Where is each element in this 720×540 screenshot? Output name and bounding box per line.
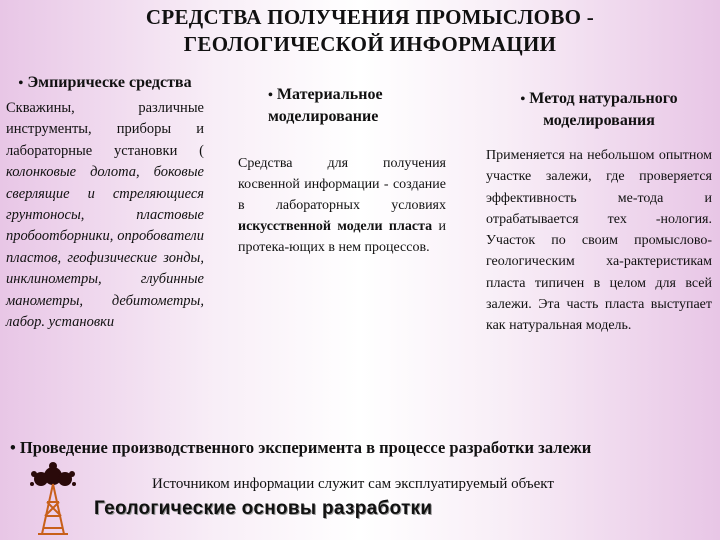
heading-text: Метод натурального моделирования (529, 90, 678, 129)
title-line-1: СРЕДСТВА ПОЛУЧЕНИЯ ПРОМЫСЛОВО - (145, 5, 595, 29)
column-natural (486, 88, 712, 337)
column-heading-empirical (6, 72, 204, 94)
body-bold: искусственной модели пласта (238, 219, 433, 234)
bullet: • (268, 88, 273, 103)
body-text-a: Средства для получения косвенной информации - создание в лабораторных условиях (238, 156, 446, 213)
column-heading-material (238, 84, 446, 127)
column-body-natural: Применяется на небольшом опытном участке залежи, где проверяется эффективность ме-тода и отрабатывается тех -нология. Участок по своим промыслово-геологическим ха-рактеристикам пласта типичен в целом для всей залежи. Эта часть пласта выступает как натуральная модель. (486, 148, 712, 334)
heading-text: Эмпирическе средства (27, 74, 192, 91)
column-heading-natural (486, 88, 712, 131)
body-text-b: и протека-ющих в нем процессов. (238, 219, 447, 255)
production-experiment-statement (10, 437, 716, 459)
bullet: • (18, 76, 24, 91)
information-source-note: Источником информации служит сам эксплуатируемый объект (152, 476, 554, 492)
slide-title (70, 4, 670, 58)
column-body-material (238, 153, 446, 258)
column-material (238, 84, 446, 258)
body-plain: Скважины, различные инструменты, приборы и лабораторные установки ( (6, 100, 204, 159)
bullet: • (520, 92, 526, 107)
column-body-empirical (6, 98, 204, 333)
oil-derrick-icon (28, 462, 78, 536)
statement-text: Проведение производственного эксперимента в процессе разработки залежи (19, 438, 592, 457)
heading-text: Материальное моделирование (268, 86, 383, 125)
footer-title: Геологические основы разработки (94, 498, 433, 519)
column-empirical (6, 72, 204, 333)
body-italic-list: колонковые долота, боковые сверлящие и стреляющиеся грунтоносы, пластовые пробоотборники, опробователи пластов, геофизические зонды, инклинометры, глубинные манометры, дебитометры, лабор. установки (6, 164, 204, 331)
bullet: • (10, 438, 16, 457)
title-line-2: ГЕОЛОГИЧЕСКОЙ ИНФОРМАЦИИ (183, 32, 557, 56)
